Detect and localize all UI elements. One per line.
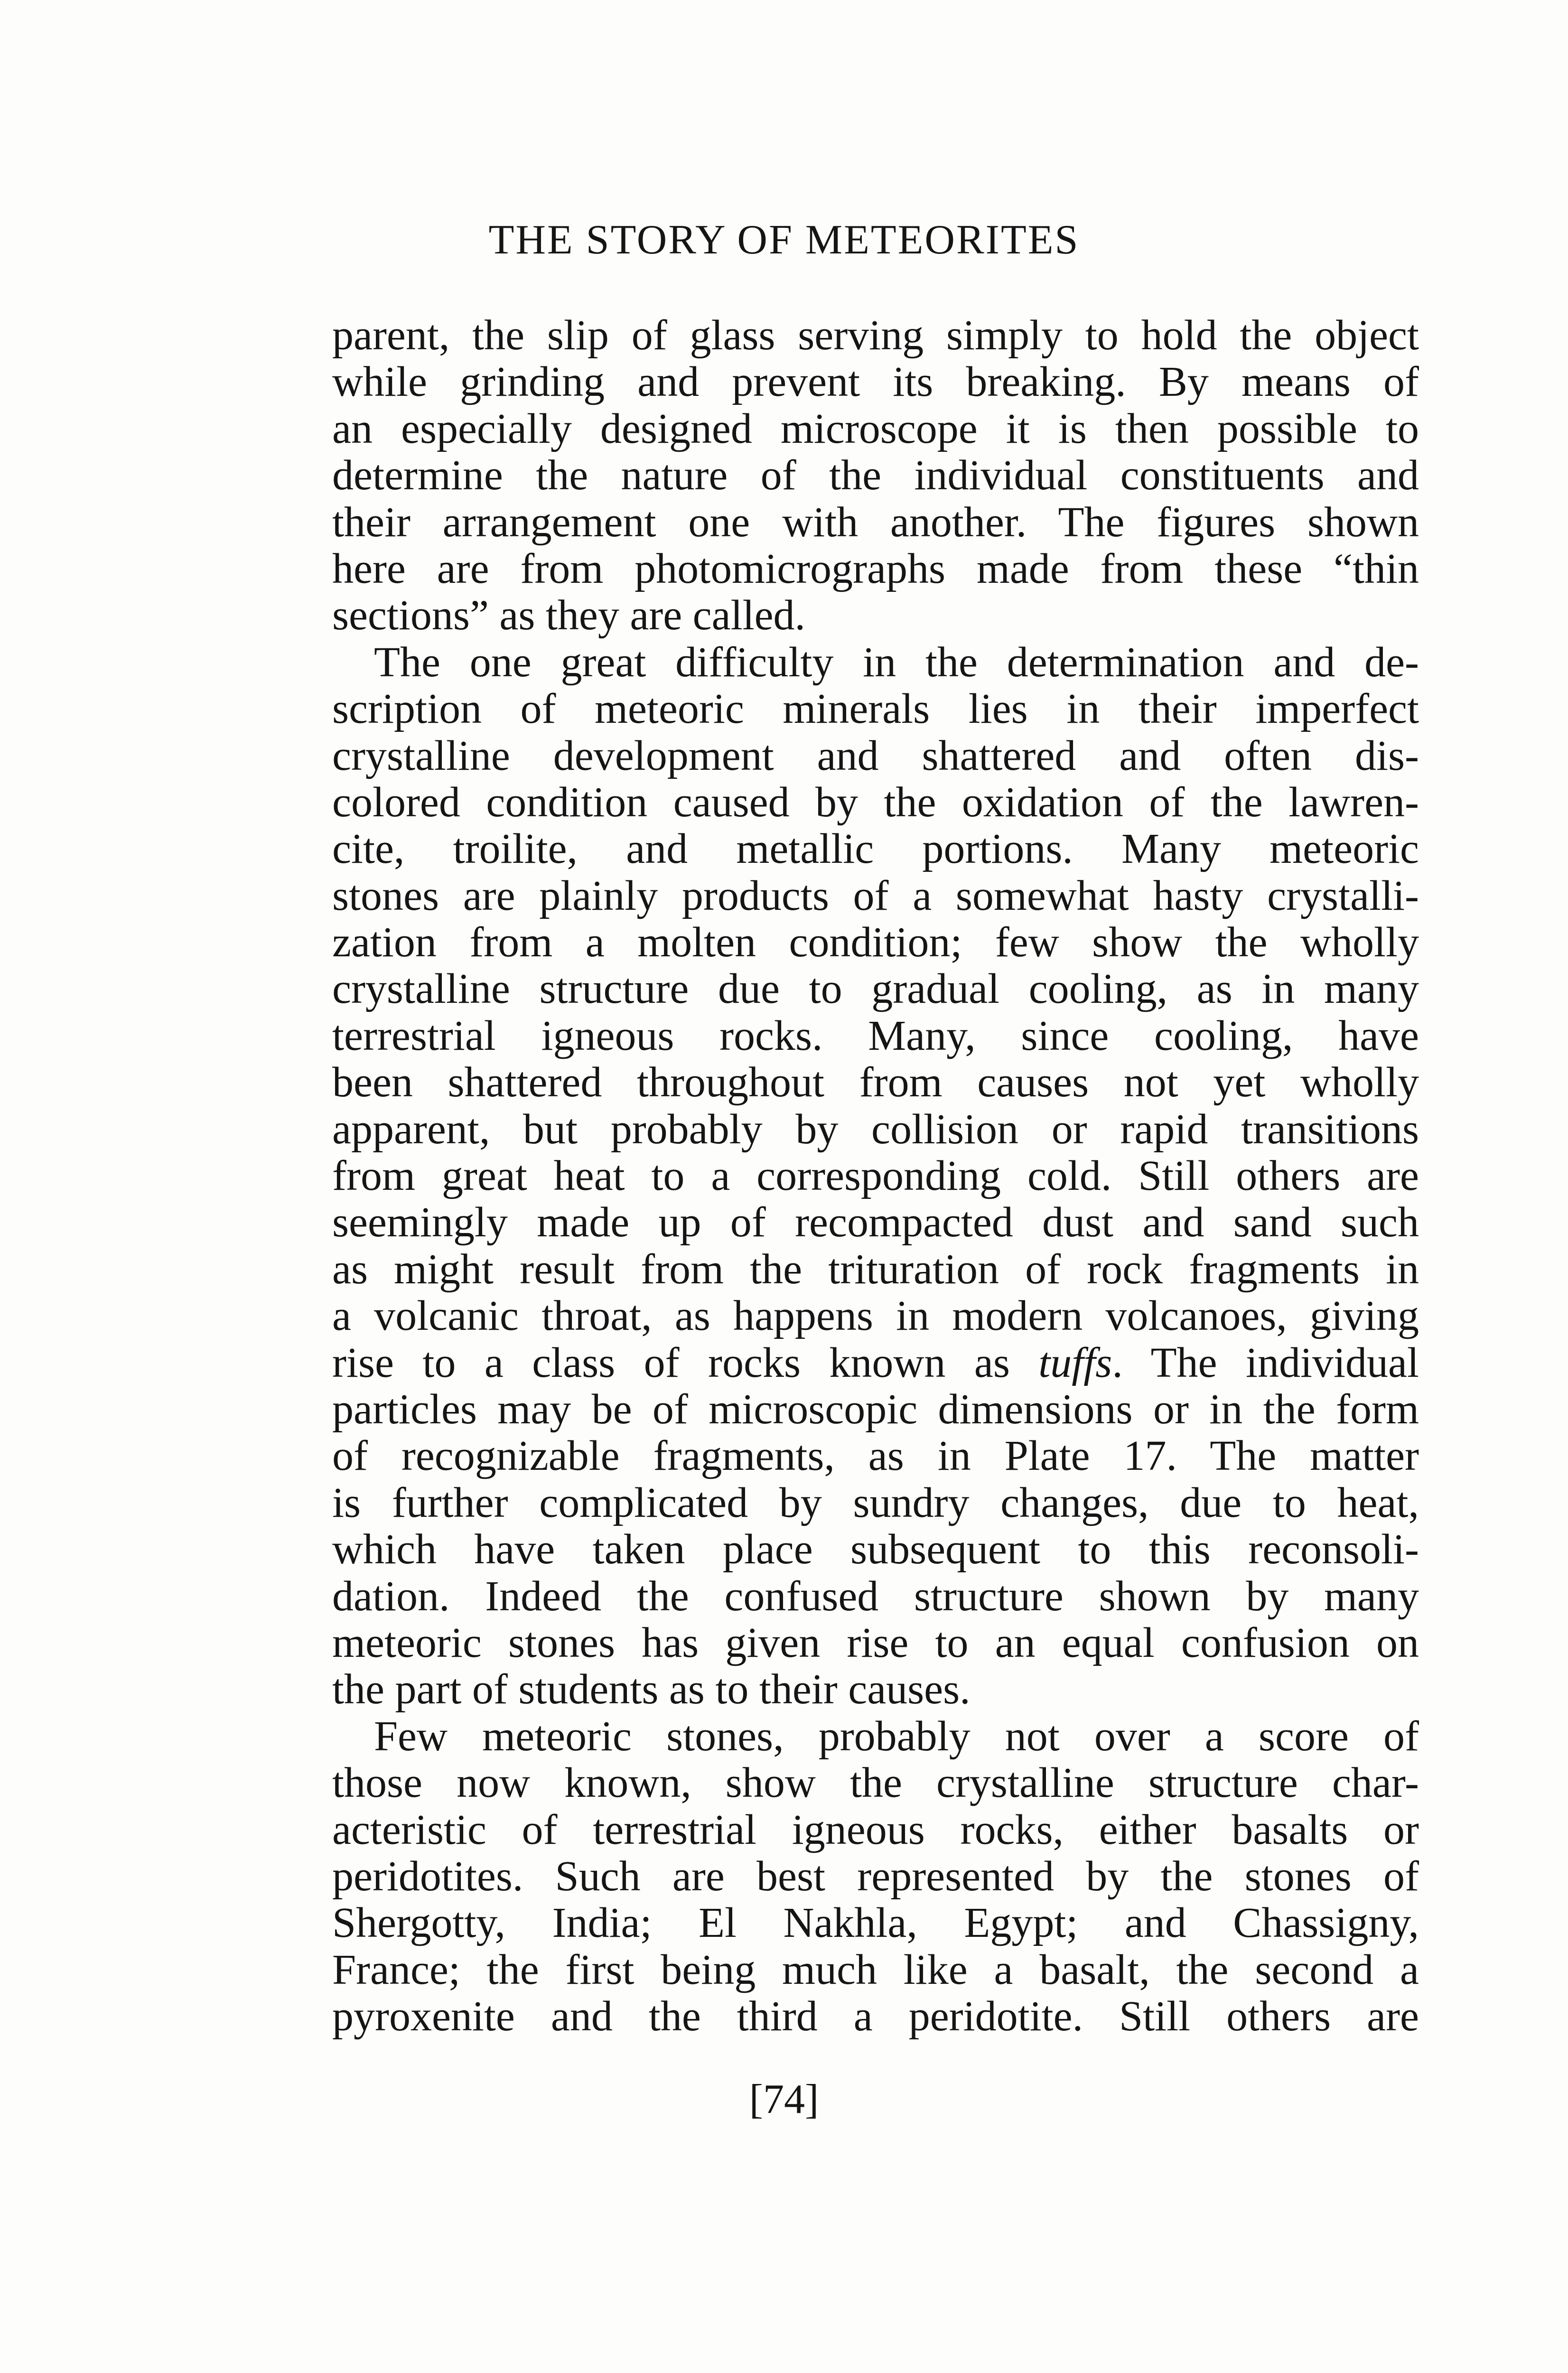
text-line: meteoric stones has given rise to an equal confusion on [332,1619,1419,1666]
text-line: their arrangement one with another. The figures shown [332,499,1419,546]
text-line: the part of students as to their causes. [332,1666,971,1713]
text-line: pyroxenite and the third a peridotite. Still others are [332,1993,1419,2040]
line-segment: rise to a class of rocks known as [332,1339,1039,1386]
text-line: peridotites. Such are best represented by the stones of [332,1853,1419,1900]
paragraph-first-line: The one great difficulty in the determination and de- [374,639,1419,686]
text-line: parent, the slip of glass serving simply to hold the object [332,312,1419,359]
text-line: crystalline development and shattered and often dis- [332,732,1419,779]
text-line: those now known, show the crystalline structure char- [332,1760,1419,1807]
text-line-with-italic [332,1340,1419,1386]
text-line: from great heat to a corresponding cold. Still others are [332,1153,1419,1200]
page-number: [74] [749,2076,819,2122]
italic-term-tuffs: tuffs [1038,1339,1112,1386]
text-line: as might result from the trituration of rock fragments in [332,1246,1419,1293]
text-line: zation from a molten condition; few show the wholly [332,919,1419,966]
text-line: determine the nature of the individual constituents and [332,452,1419,499]
text-line: while grinding and prevent its breaking. By means of [332,359,1419,406]
text-line: apparent, but probably by collision or rapid transitions [332,1106,1419,1153]
body-text [332,312,1419,2040]
text-line: particles may be of microscopic dimensions or in the form [332,1386,1419,1433]
text-line: here are from photomicrographs made from these “thin [332,545,1419,592]
text-line: dation. Indeed the confused structure shown by many [332,1573,1419,1620]
text-line: a volcanic throat, as happens in modern volcanoes, giving [332,1293,1419,1340]
line-segment: . The individual [1112,1339,1419,1386]
text-line: terrestrial igneous rocks. Many, since cooling, have [332,1012,1419,1059]
text-line: Shergotty, India; El Nakhla, Egypt; and Chassigny, [332,1900,1419,1947]
text-line: acteristic of terrestrial igneous rocks, either basalts or [332,1806,1419,1853]
text-line: which have taken place subsequent to this reconsoli- [332,1526,1419,1573]
text-line: stones are plainly products of a somewhat hasty crystalli- [332,872,1419,919]
text-line: scription of meteoric minerals lies in their imperfect [332,686,1419,733]
text-line: been shattered throughout from causes not yet wholly [332,1059,1419,1106]
running-head-title: THE STORY OF METEORITES [488,217,1080,263]
paragraph-first-line: Few meteoric stones, probably not over a score of [374,1713,1419,1760]
text-line: seemingly made up of recompacted dust and sand such [332,1199,1419,1246]
text-line: sections” as they are called. [332,592,806,639]
text-line: France; the first being much like a basalt, the second a [332,1946,1419,1993]
text-line: is further complicated by sundry changes, due to heat, [332,1479,1419,1526]
text-line: an especially designed microscope it is then possible to [332,405,1419,452]
text-line: colored condition caused by the oxidation of the lawren- [332,779,1419,826]
text-line: of recognizable fragments, as in Plate 17. The matter [332,1433,1419,1480]
text-line: cite, troilite, and metallic portions. Many meteoric [332,826,1419,873]
text-line: crystalline structure due to gradual cooling, as in many [332,966,1419,1013]
